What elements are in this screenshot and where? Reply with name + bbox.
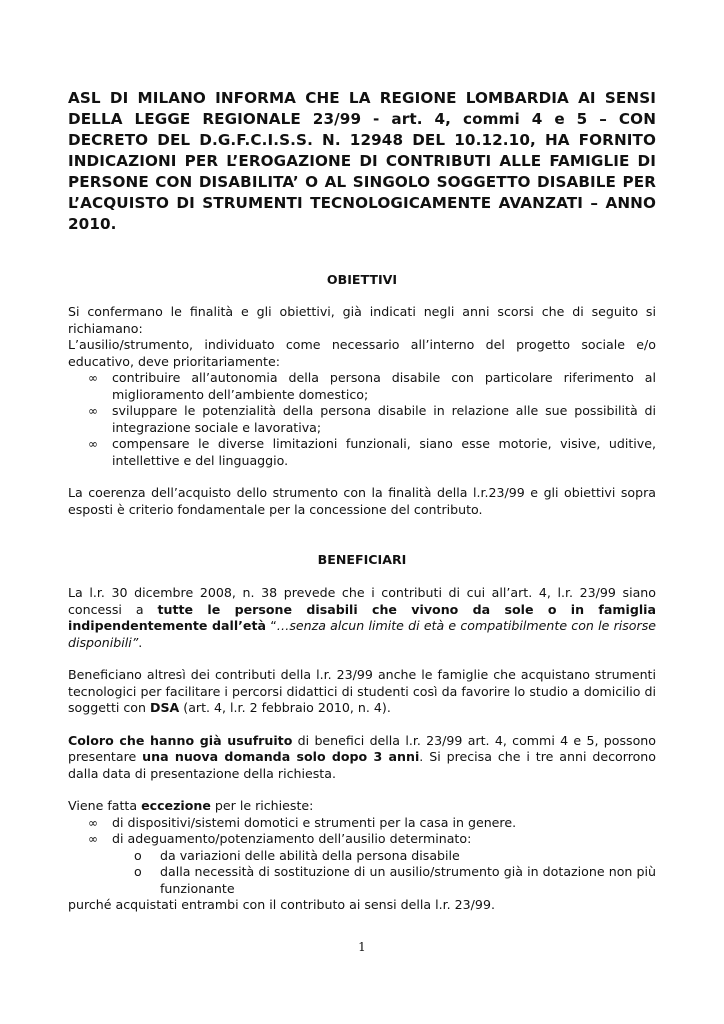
list-item: o da variazioni delle abilità della persona disabile [134,847,460,863]
list-item: ∞ di adeguamento/potenziamento dell’ausilio determinato: [88,831,472,846]
beneficiari-paragraph-4: Viene fatta eccezione per le richieste: [68,798,314,813]
section-heading-beneficiari: BENEFICIARI [317,552,407,567]
document-title: ASL DI MILANO INFORMA CHE LA REGIONE LOMBARDIA AI SENSI DELLA LEGGE REGIONALE 23/99 - art. 4, commi 4 e 5 – CON DECRETO DEL D.G.F.C.I.S.S. N. 12948 DEL 10.12.10, HA FORNITO INDICAZIONI PER L’EROGAZIONE DI CONTRIBUTI ALLE FAMIGLIE DI PERSONE CON DISABILITA’ O AL SINGOLO SOGGETTO DISABILE PER L’ACQUISTO DI STRUMENTI TECNOLOGICAMENTE AVANZATI – ANNO 2010. [68,89,656,233]
beneficiari-paragraph-3: Coloro che hanno già usufruito di benefici della l.r. 23/99 art. 4, commi 4 e 5, possono presentare una nuova domanda solo dopo 3 anni. Si precisa che i tre anni decorrono dalla data di presentazione della richiesta. [68,732,656,781]
infinity-bullet-icon: ∞ [88,404,98,418]
infinity-bullet-icon: ∞ [88,437,98,451]
beneficiari-paragraph-2: Beneficiano altresì dei contributi della l.r. 23/99 anche le famiglie che acquistano strumenti tecnologici per facilitare i percorsi didattici di studenti così da favorire lo studio a domicilio di soggetti con DSA (art. 4, l.r. 2 febbraio 2010, n. 4). [68,667,656,715]
circle-bullet-icon: o [134,847,142,863]
obiettivi-intro: Si confermano le finalità e gli obiettivi, già indicati negli anni scorsi che di seguito si richiamano: [68,304,656,336]
list-item: o dalla necessità di sostituzione di un ausilio/strumento già in dotazione non più funzionante [134,864,656,896]
list-item: ∞ di dispositivi/sistemi domotici e strumenti per la casa in genere. [88,814,517,830]
obiettivi-intro-2: L’ausilio/strumento, individuato come necessario all’interno del progetto sociale e/o educativo, deve prioritariamente: [68,337,656,369]
infinity-bullet-icon: ∞ [88,371,98,385]
beneficiari-paragraph-1: La l.r. 30 dicembre 2008, n. 38 prevede che i contributi di cui all’art. 4, l.r. 23/99 siano concessi a tutte le persone disabili che vivono da sole o in famiglia indipendentemente dall’età “…senza alcun limite di età e compatibilmente con le risorse disponibili”. [68,585,656,650]
list-item: ∞ compensare le diverse limitazioni funzionali, siano esse motorie, visive, uditive, intellettive e del linguaggio. [88,436,656,468]
beneficiari-closing: purché acquistati entrambi con il contributo ai sensi della l.r. 23/99. [68,897,495,912]
infinity-bullet-icon: ∞ [88,832,98,846]
infinity-bullet-icon: ∞ [88,815,98,830]
page-number: 1 [358,940,366,954]
list-item: ∞ sviluppare le potenzialità della persona disabile in relazione alle sue possibilità di integrazione sociale e lavorativa; [88,403,656,435]
section-heading-obiettivi: OBIETTIVI [326,272,398,287]
circle-bullet-icon: o [134,864,142,879]
list-item: ∞ contribuire all’autonomia della persona disabile con particolare riferimento al miglioramento dell’ambiente domestico; [88,370,656,402]
obiettivi-closing: La coerenza dell’acquisto dello strumento con la finalità della l.r.23/99 e gli obiettivi sopra esposti è criterio fondamentale per la concessione del contributo. [68,485,656,517]
document-page [68,88,656,914]
